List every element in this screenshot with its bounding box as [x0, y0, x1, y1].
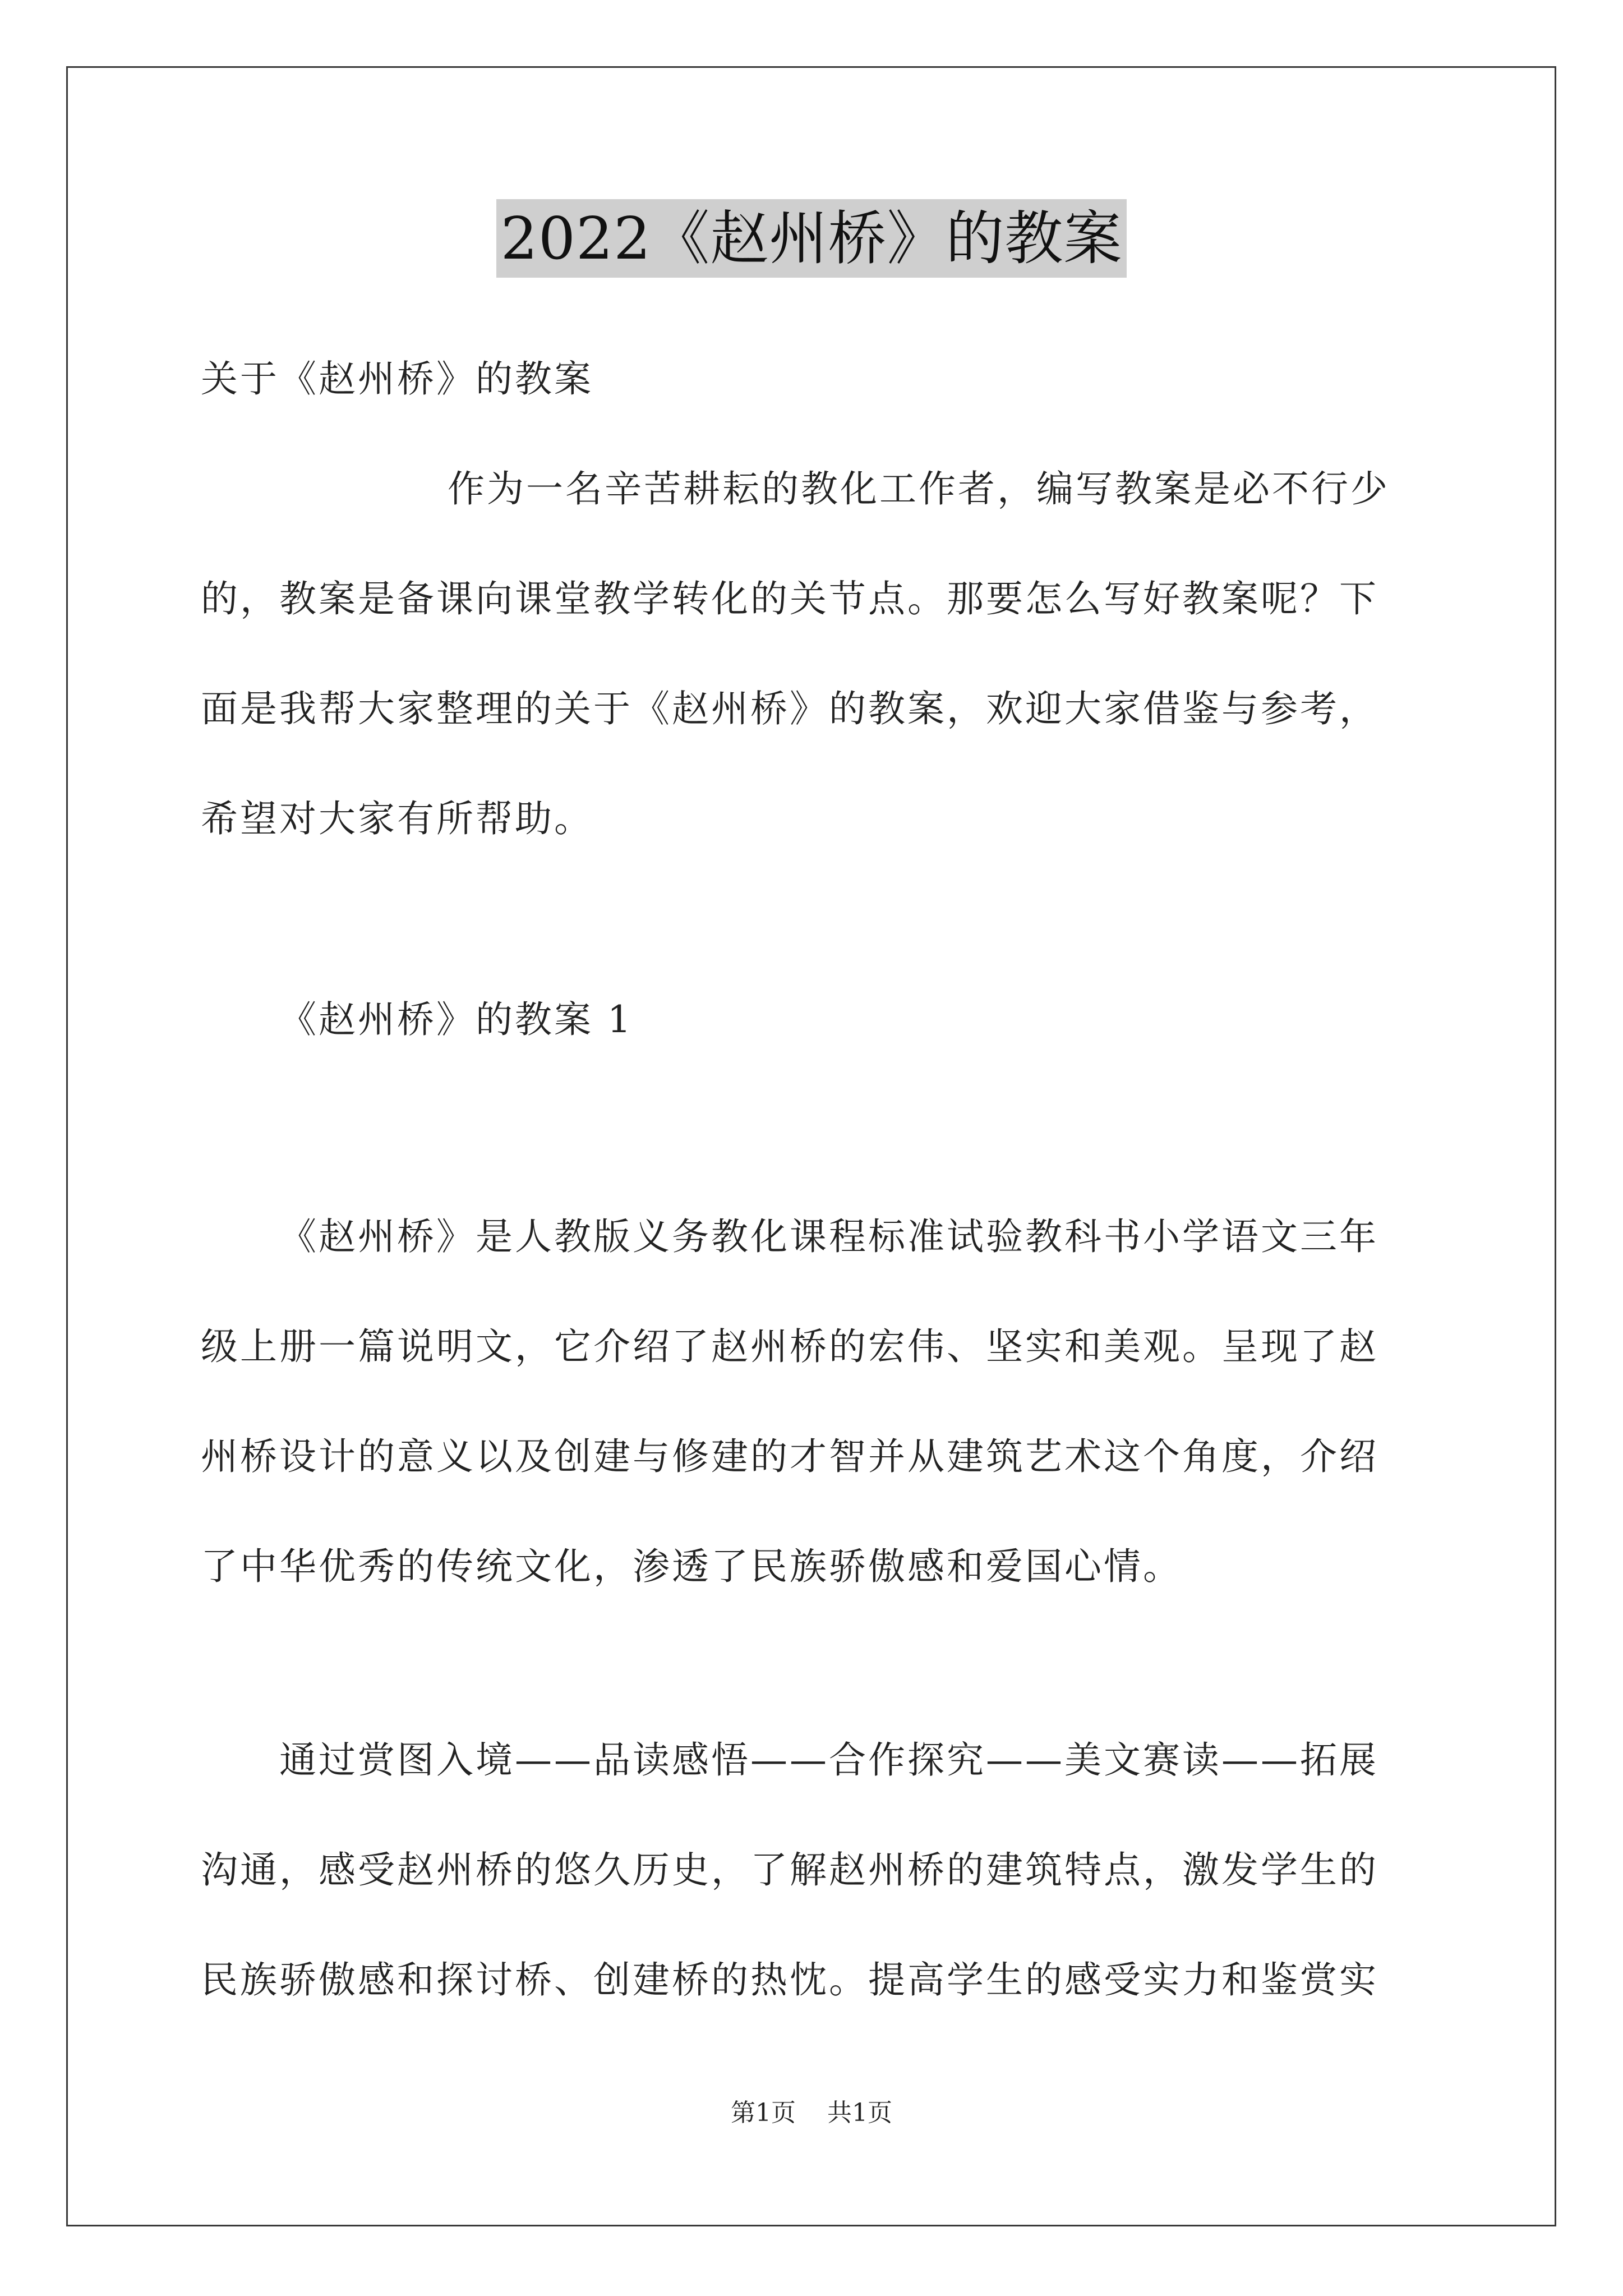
intro-paragraph: [201, 434, 1423, 874]
intro-line: 作为一名辛苦耕耘的教化工作者，编写教案是必不行少: [448, 467, 1390, 510]
document-title: 2022《赵州桥》的教案: [496, 199, 1127, 278]
paragraph-line: 民族骄傲感和探讨桥、创建桥的热忱。提高学生的感受实力和鉴赏实: [201, 1958, 1378, 2001]
paragraph-line: 《赵州桥》是人教版义务教化课程标准试验教科书小学语文三年: [279, 1215, 1378, 1258]
document-subtitle: 关于《赵州桥》的教案: [201, 357, 593, 401]
paragraph-line: 级上册一篇说明文，它介绍了赵州桥的宏伟、坚实和美观。呈现了赵: [201, 1325, 1378, 1368]
paragraph-line: 州桥设计的意义以及创建与修建的才智并从建筑艺术这个角度，介绍: [201, 1435, 1378, 1478]
section-heading-block: [201, 965, 1423, 1075]
paragraph-line: 了中华优秀的传统文化，渗透了民族骄傲感和爱国心情。: [201, 1545, 1182, 1588]
paragraph-line: 通过赏图入境——品读感悟——合作探究——美文赛读——拓展: [279, 1738, 1378, 1782]
section-heading: 《赵州桥》的教案 1: [279, 998, 633, 1041]
paragraph-2: [201, 1705, 1423, 2035]
paragraph-line: 沟通，感受赵州桥的悠久历史，了解赵州桥的建筑特点，激发学生的: [201, 1848, 1378, 1892]
page-total: 共1页: [827, 2099, 892, 2127]
title-container: [0, 199, 1623, 278]
intro-line: 的，教案是备课向课堂教学转化的关节点。那要怎么写好教案呢？下: [201, 577, 1378, 620]
paragraph-1: [201, 1182, 1423, 1622]
intro-line: 希望对大家有所帮助。: [201, 797, 593, 840]
subtitle-block: [201, 324, 1423, 434]
intro-line: 面是我帮大家整理的关于《赵州桥》的教案，欢迎大家借鉴与参考，: [201, 687, 1378, 730]
page-footer: [0, 2092, 1623, 2128]
page-number: 第1页: [731, 2099, 796, 2127]
